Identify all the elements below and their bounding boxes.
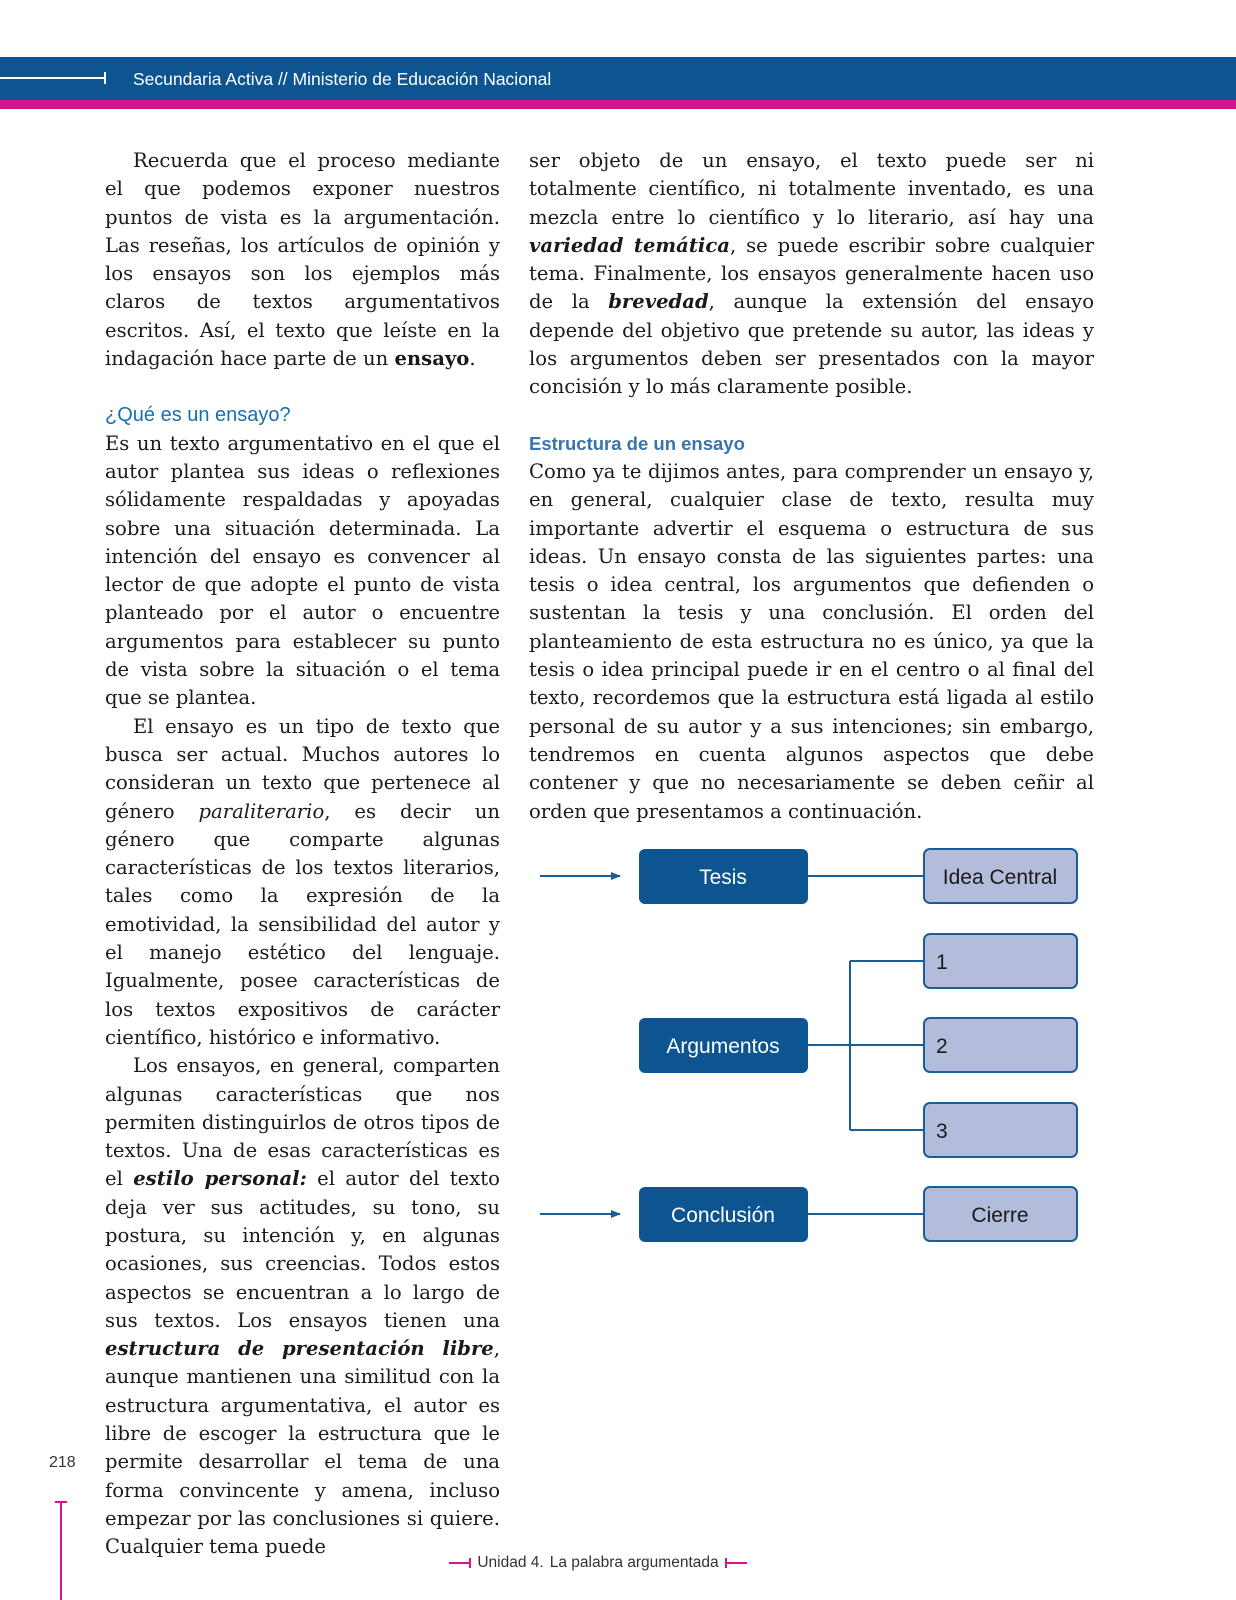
genre-italic-term: paraliterario [198, 799, 325, 823]
continuation-text-end: , aunque la extensión del ensayo depende del objetivo que pretende su autor, las ideas y los argumentos deben ser presentados con la mayor concisión y lo más claramente posible. [529, 290, 1094, 399]
features-text: Los ensayos, en general, comparten algunas características que nos permiten distinguirlos de otros tipos de textos. Una de esas características es el [105, 1054, 500, 1191]
argument-1-label: 1 [936, 951, 948, 974]
genre-paragraph [105, 713, 500, 1053]
genre-text: El ensayo es un tipo de texto que busca ser actual. Muchos autores lo consideran un texto que pertenece al género [105, 714, 500, 823]
features-text-end: , aunque mantienen una similitud con la estructura argumentativa, el autor es libre de escoger la estructura que le permite desarrollar el tema de una forma convincente y amena, incluso empezar por las conclusiones si quiere. Cualquier tema puede [105, 1337, 500, 1559]
idea-central-label: Idea Central [942, 866, 1058, 889]
footer-title: La palabra argumentada [549, 1554, 719, 1571]
continuation-text: ser objeto de un ensayo, el texto puede ser ni totalmente científico, ni totalmente inventado, es una mezcla entre lo científico y lo literario, así hay una [529, 149, 1094, 229]
margin-rule [60, 1501, 62, 1600]
continuation-bold-term-1: variedad temática [529, 233, 730, 257]
argument-3-box [924, 1103, 1077, 1157]
intro-paragraph [105, 147, 500, 373]
footer-dash-left [449, 1562, 471, 1564]
conclusion-label: Conclusión [671, 1204, 775, 1227]
header-title: Secundaria Activa // Ministerio de Educación Nacional [133, 69, 552, 89]
genre-text-end: , es decir un género que comparte algunas características de los textos literarios, tales como la expresión de la emotividad, la sensibilidad del autor y el manejo estético del lenguaje. Igualmente, posee características de los textos expositivos de carácter científico, histórico e informativo. [105, 799, 500, 1049]
argument-1-box [924, 934, 1077, 988]
footer-unit: Unidad 4. [477, 1554, 544, 1571]
cierre-label: Cierre [971, 1204, 1029, 1227]
spacer [529, 402, 1094, 430]
spacer [105, 373, 500, 401]
structure-paragraph: Como ya te dijimos antes, para comprender un ensayo y, en general, cualquier clase de texto, resulta muy importante advertir el esquema o estructura de sus ideas. Un ensayo consta de las siguientes partes: una tesis o idea central, los argumentos que defienden o sustentan la tesis y una conclusión. El orden del planteamiento de esta estructura no es único, ya que la tesis o idea principal puede ir en el centro o al final del texto, recordemos que la estructura está ligada al estilo personal de su autor y a sus intenciones; sin embargo, tendremos en cuenta algunos aspectos que debe contener y que no necesariamente se deben ceñir al orden que presentamos a continuación. [529, 459, 1094, 823]
structure-subheading: Estructura de un ensayo [529, 432, 745, 454]
header-accent-stripe [0, 100, 1236, 109]
features-text-mid: el autor del texto deja ver sus actitudes, su tono, su postura, su intención y, en algunas ocasiones, sus creencias. Todos estos aspectos se encuentran a lo largo de sus textos. Los ensayos tienen una [105, 1167, 500, 1332]
section-heading: ¿Qué es un ensayo? [105, 404, 291, 427]
features-bold-term-2: estructura de presentación libre [105, 1337, 494, 1361]
conclusion-box [639, 1187, 808, 1242]
page-number: 218 [49, 1454, 76, 1471]
footer-dash-right [725, 1562, 747, 1564]
header-rule [0, 77, 106, 79]
features-paragraph [105, 1052, 500, 1561]
tesis-label: Tesis [699, 866, 747, 889]
footer [440, 1551, 756, 1575]
features-bold-term-1: estilo personal: [133, 1167, 307, 1191]
argument-2-label: 2 [936, 1035, 948, 1058]
intro-text: Recuerda que el proceso mediante el que podemos exponer nuestros puntos de vista es la argumentación. Las reseñas, los artículos de opinión y los ensayos son los ejemplos más claros de textos argumentativos escritos. Así, el texto que leíste en la indagación hace parte de un [105, 149, 500, 371]
continuation-text-mid: , se puede escribir sobre cualquier tema. Finalmente, los ensayos generalmente hacen uso de la [529, 233, 1095, 314]
cierre-box [924, 1187, 1077, 1241]
header-rule-tick [104, 72, 106, 84]
intro-bold-term: ensayo [394, 347, 470, 371]
argument-2-box [924, 1018, 1077, 1072]
intro-text-end: . [469, 347, 476, 371]
continuation-paragraph [529, 147, 1094, 402]
definition-paragraph: Es un texto argumentativo en el que el autor plantea sus ideas o reflexiones sólidamente respaldadas y apoyadas sobre una situación determinada. La intención del ensayo es convencer al lector de que adopte el punto de vista planteado por el autor o encuentre argumentos para establecer su punto de vista sobre la situación o el tema que se plantea. [105, 431, 500, 710]
tesis-box [639, 849, 808, 904]
argumentos-box [639, 1018, 808, 1073]
idea-central-box [924, 849, 1077, 903]
essay-structure-diagram [540, 840, 1080, 1250]
argumentos-label: Argumentos [666, 1035, 780, 1058]
right-column [529, 147, 1094, 826]
left-column [105, 147, 500, 1562]
argument-3-label: 3 [936, 1120, 948, 1143]
continuation-bold-term-2: brevedad [608, 290, 709, 314]
